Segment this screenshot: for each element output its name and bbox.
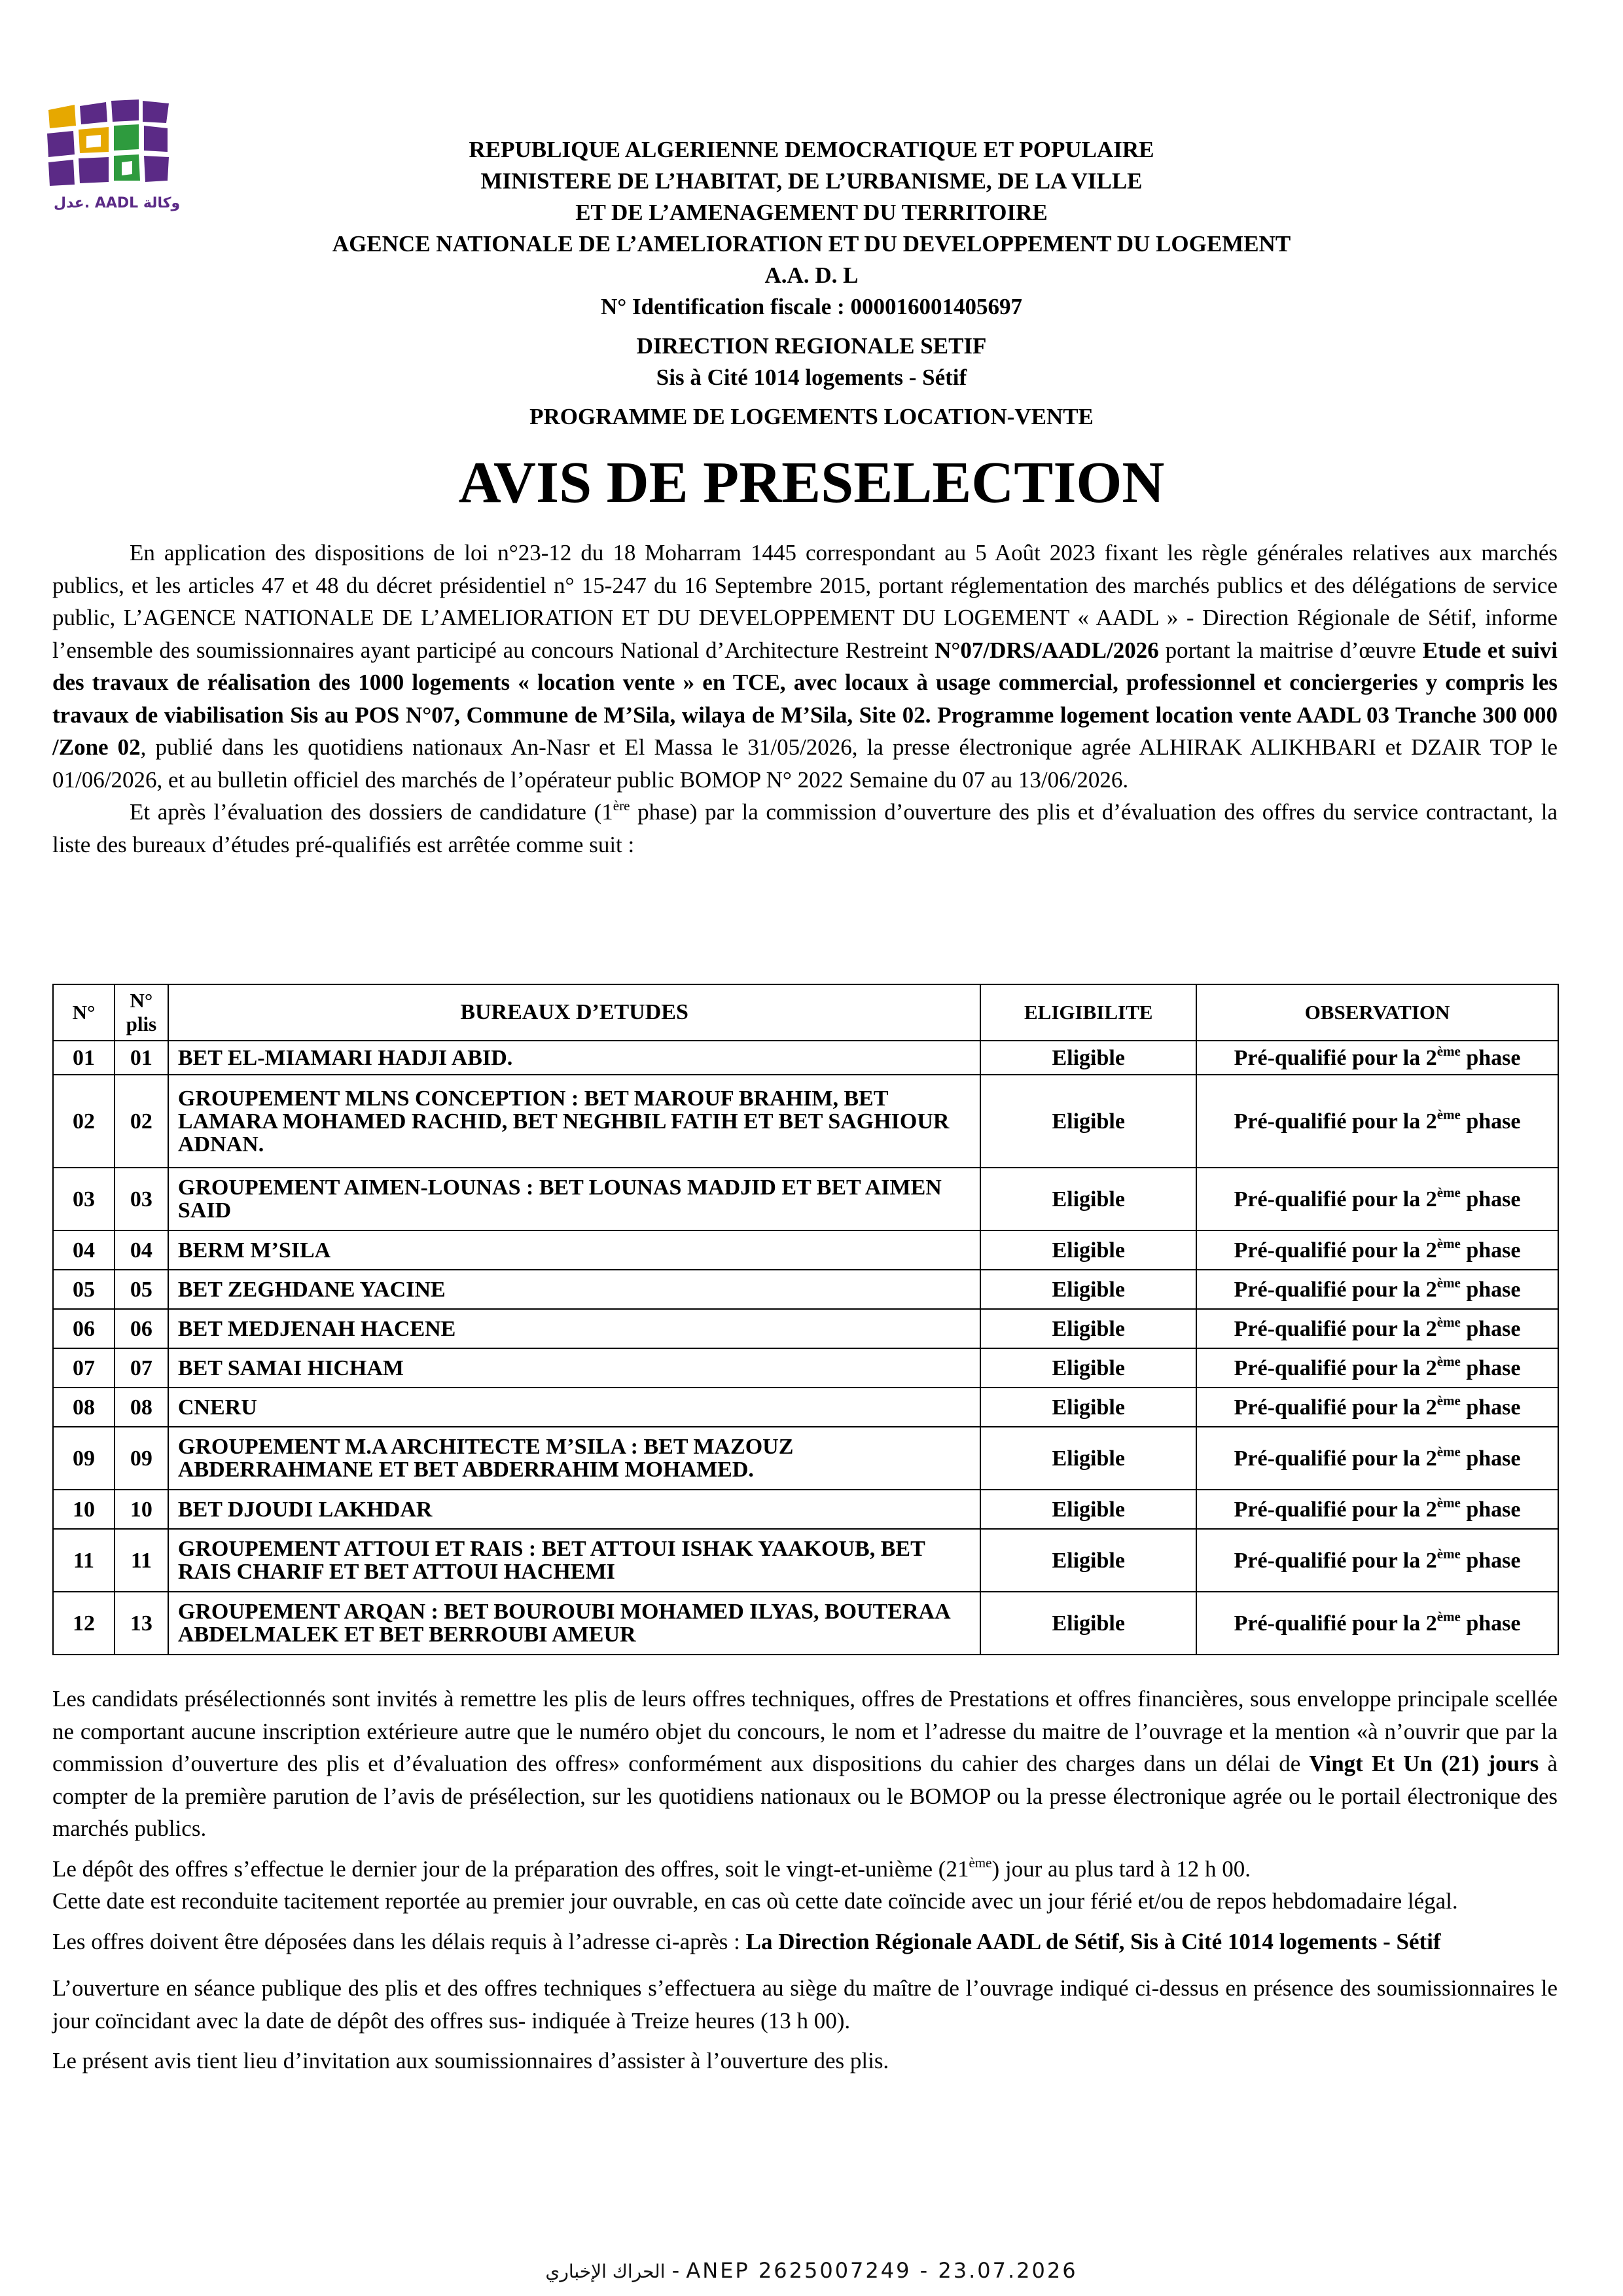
row-number: 08 bbox=[53, 1388, 115, 1427]
deposit-address: La Direction Régionale AADL de Sétif, Sis à Cité 1014 logements - Sétif bbox=[745, 1928, 1441, 1954]
header-address: Sis à Cité 1014 logements - Sétif bbox=[656, 365, 967, 390]
header-num: N° bbox=[53, 984, 115, 1041]
row-bureau: GROUPEMENT ATTOUI ET RAIS : BET ATTOUI ISHAK YAAKOUB, BET RAIS CHARIF ET BET ATTOUI HACHEMI bbox=[168, 1529, 980, 1592]
row-bureau: GROUPEMENT ARQAN : BET BOUROUBI MOHAMED ILYAS, BOUTERAA ABDELMALEK ET BET BERROUBI AMEUR bbox=[168, 1592, 980, 1655]
row-observation bbox=[1196, 1388, 1558, 1427]
row-number: 04 bbox=[53, 1230, 115, 1270]
page-title: AVIS DE PRESELECTION bbox=[458, 450, 1165, 515]
invitation-paragraph: Le présent avis tient lieu d’invitation aux soumissionnaires d’assister à l’ouverture des plis. bbox=[52, 2048, 889, 2073]
observation-prefix: Pré-qualifié pour la 2 bbox=[1234, 1277, 1437, 1302]
row-number: 09 bbox=[53, 1427, 115, 1490]
row-observation bbox=[1196, 1427, 1558, 1490]
observation-suffix: phase bbox=[1460, 1109, 1521, 1134]
row-number: 06 bbox=[53, 1309, 115, 1348]
row-bureau: BET SAMAI HICHAM bbox=[168, 1348, 980, 1388]
row-eligibility: Eligible bbox=[980, 1490, 1196, 1529]
anep-arabic: الحراك الإخباري bbox=[545, 2261, 666, 2282]
observation-prefix: Pré-qualifié pour la 2 bbox=[1234, 1045, 1437, 1070]
table-header-row bbox=[53, 984, 1558, 1041]
anep-ref: - ANEP 2625007249 - 23.07.2026 bbox=[665, 2258, 1078, 2283]
address-text: Les offres doivent être déposées dans les délais requis à l’adresse ci-après : bbox=[52, 1928, 746, 1954]
row-eligibility: Eligible bbox=[980, 1592, 1196, 1655]
row-plis: 02 bbox=[115, 1075, 168, 1168]
observation-sup: ème bbox=[1436, 1443, 1461, 1460]
row-eligibility: Eligible bbox=[980, 1270, 1196, 1309]
intro-text-2: portant la maitrise d’œuvre bbox=[1158, 637, 1423, 663]
row-eligibility: Eligible bbox=[980, 1529, 1196, 1592]
anep-reference bbox=[0, 2258, 1623, 2283]
table-row bbox=[53, 1427, 1558, 1490]
header-observation: OBSERVATION bbox=[1196, 984, 1558, 1041]
observation-prefix: Pré-qualifié pour la 2 bbox=[1234, 1238, 1437, 1263]
row-plis: 01 bbox=[115, 1041, 168, 1075]
table-row bbox=[53, 1230, 1558, 1270]
table-row bbox=[53, 1592, 1558, 1655]
row-eligibility: Eligible bbox=[980, 1388, 1196, 1427]
opening-paragraph: L’ouverture en séance publique des plis et des offres techniques s’effectuera au siège du maître de l’ouvrage indiqué ci-dessus en présence des soumissionnaires le jour coïncidant avec la date de dépôt des offres sus- indiquée à Treize heures (13 h 00). bbox=[52, 1975, 1558, 2034]
observation-sup: ème bbox=[1436, 1274, 1461, 1291]
row-number: 05 bbox=[53, 1270, 115, 1309]
row-bureau: BET DJOUDI LAKHDAR bbox=[168, 1490, 980, 1529]
observation-suffix: phase bbox=[1460, 1355, 1521, 1380]
observation-prefix: Pré-qualifié pour la 2 bbox=[1234, 1548, 1437, 1573]
extension-paragraph: Cette date est reconduite tacitement reportée au premier jour ouvrable, en cas où cette date coïncide avec un jour férié et/ou de repos hebdomadaire légal. bbox=[52, 1888, 1458, 1914]
deadline-days: Vingt Et Un (21) jours bbox=[1309, 1751, 1539, 1776]
intro-section bbox=[52, 537, 1558, 861]
intro-paragraph bbox=[52, 537, 1558, 796]
observation-prefix: Pré-qualifié pour la 2 bbox=[1234, 1611, 1437, 1636]
row-observation bbox=[1196, 1309, 1558, 1348]
observation-prefix: Pré-qualifié pour la 2 bbox=[1234, 1446, 1437, 1471]
observation-suffix: phase bbox=[1460, 1187, 1521, 1211]
instructions-paragraph bbox=[52, 1683, 1558, 1845]
row-number: 02 bbox=[53, 1075, 115, 1168]
observation-sup: ème bbox=[1436, 1545, 1461, 1562]
table-row bbox=[53, 1388, 1558, 1427]
row-plis: 10 bbox=[115, 1490, 168, 1529]
row-bureau: CNERU bbox=[168, 1388, 980, 1427]
row-observation bbox=[1196, 1270, 1558, 1309]
observation-sup: ème bbox=[1436, 1314, 1461, 1330]
row-eligibility: Eligible bbox=[980, 1041, 1196, 1075]
observation-prefix: Pré-qualifié pour la 2 bbox=[1234, 1187, 1437, 1211]
aadl-logo-text: عدل. AADL وكالة bbox=[54, 195, 181, 211]
table-row bbox=[53, 1168, 1558, 1230]
row-plis: 11 bbox=[115, 1529, 168, 1592]
table-body bbox=[53, 1041, 1558, 1655]
intro-text-3: , publié dans les quotidiens nationaux An-Nasr et El Massa le 31/05/2026, la presse électronique agrée ALHIRAK ALIKHBARI et DZAIR TOP le 01/06/2026, et au bulletin officiel des marchés de l’opérateur public BOMOP N° 2022 Semaine du 07 au 13/06/2026. bbox=[52, 734, 1558, 793]
evaluation-sup: ère bbox=[613, 798, 630, 814]
row-plis: 08 bbox=[115, 1388, 168, 1427]
row-number: 01 bbox=[53, 1041, 115, 1075]
row-plis: 04 bbox=[115, 1230, 168, 1270]
row-observation bbox=[1196, 1490, 1558, 1529]
observation-sup: ème bbox=[1436, 1184, 1461, 1200]
prequalified-table bbox=[52, 984, 1559, 1655]
row-bureau: GROUPEMENT MLNS CONCEPTION : BET MAROUF BRAHIM, BET LAMARA MOHAMED RACHID, BET NEGHBIL FATIH ET BET SAGHIOUR ADNAN. bbox=[168, 1075, 980, 1168]
table-row bbox=[53, 1529, 1558, 1592]
row-number: 10 bbox=[53, 1490, 115, 1529]
observation-sup: ème bbox=[1436, 1106, 1461, 1122]
table-row bbox=[53, 1348, 1558, 1388]
observation-prefix: Pré-qualifié pour la 2 bbox=[1234, 1355, 1437, 1380]
row-plis: 05 bbox=[115, 1270, 168, 1309]
table-row bbox=[53, 1309, 1558, 1348]
observation-sup: ème bbox=[1436, 1353, 1461, 1369]
evaluation-text-2: phase) par la commission d’ouverture des plis et d’évaluation des offres du service contractant, la liste des bureaux d’études pré-qualifiés est arrêtée comme suit : bbox=[52, 799, 1558, 857]
table-row bbox=[53, 1490, 1558, 1529]
observation-suffix: phase bbox=[1460, 1277, 1521, 1302]
header-direction: DIRECTION REGIONALE SETIF bbox=[636, 333, 987, 359]
table-row bbox=[53, 1041, 1558, 1075]
row-number: 07 bbox=[53, 1348, 115, 1388]
row-bureau: BET MEDJENAH HACENE bbox=[168, 1309, 980, 1348]
row-bureau: GROUPEMENT M.A ARCHITECTE M’SILA : BET MAZOUZ ABDERRAHMANE ET BET ABDERRAHIM MOHAMED. bbox=[168, 1427, 980, 1490]
row-eligibility: Eligible bbox=[980, 1348, 1196, 1388]
row-eligibility: Eligible bbox=[980, 1075, 1196, 1168]
row-plis: 09 bbox=[115, 1427, 168, 1490]
observation-sup: ème bbox=[1436, 1608, 1461, 1624]
intro-text-1: En application des dispositions de loi n°23-12 du 18 Moharram 1445 correspondant au 5 Août 2023 fixant les règle générales relatives aux marchés publics, et les articles 47 et 48 du décret présidentiel n° 15-247 du 16 Septembre 2015, portant réglementation des marchés publics et des délégations de service public, L’AGENCE NATIONALE DE L’AMELIORATION ET DU DEVELOPPEMENT DU LOGEMENT « AADL » - Direction Régionale de Sétif, informe l’ensemble des soumissionnaires ayant participé au concours National d’Architecture Restreint bbox=[52, 540, 1558, 663]
observation-sup: ème bbox=[1436, 1392, 1461, 1408]
row-observation bbox=[1196, 1041, 1558, 1075]
deposit-text-1: Le dépôt des offres s’effectue le dernier jour de la préparation des offres, soit le vingt-et-unième (21 bbox=[52, 1856, 969, 1882]
header-plis: N° plis bbox=[115, 984, 168, 1041]
instructions-text-1: Les candidats présélectionnés sont invités à remettre les plis de leurs offres techniques, offres de Prestations et offres financières, sous enveloppe principale scellée ne comportant aucune inscription extérieure autre que le numéro objet du concours, le nom et l’adresse du maitre de l’ouvrage et la mention «à n’ouvrir que par la commission d’ouverture des plis et d’évaluation des offres» conformément aux dispositions du cahier des charges dans un délai de bbox=[52, 1686, 1558, 1776]
header-eligibilite: ELIGIBILITE bbox=[980, 984, 1196, 1041]
contest-reference: N°07/DRS/AADL/2026 bbox=[935, 637, 1159, 663]
row-plis: 07 bbox=[115, 1348, 168, 1388]
observation-prefix: Pré-qualifié pour la 2 bbox=[1234, 1497, 1437, 1522]
observation-suffix: phase bbox=[1460, 1238, 1521, 1263]
row-plis: 13 bbox=[115, 1592, 168, 1655]
row-observation bbox=[1196, 1075, 1558, 1168]
evaluation-text-1: Et après l’évaluation des dossiers de candidature (1 bbox=[130, 799, 613, 825]
row-eligibility: Eligible bbox=[980, 1427, 1196, 1490]
observation-sup: ème bbox=[1436, 1494, 1461, 1511]
row-bureau: BERM M’SILA bbox=[168, 1230, 980, 1270]
row-observation bbox=[1196, 1168, 1558, 1230]
observation-prefix: Pré-qualifié pour la 2 bbox=[1234, 1109, 1437, 1134]
observation-suffix: phase bbox=[1460, 1497, 1521, 1522]
row-number: 11 bbox=[53, 1529, 115, 1592]
row-observation bbox=[1196, 1592, 1558, 1655]
row-plis: 06 bbox=[115, 1309, 168, 1348]
row-bureau: BET ZEGHDANE YACINE bbox=[168, 1270, 980, 1309]
row-observation bbox=[1196, 1230, 1558, 1270]
observation-suffix: phase bbox=[1460, 1446, 1521, 1471]
observation-suffix: phase bbox=[1460, 1316, 1521, 1341]
table-row bbox=[53, 1270, 1558, 1309]
header-acronym: A.A. D. L bbox=[764, 262, 859, 288]
header-ministry-2: ET DE L’AMENAGEMENT DU TERRITOIRE bbox=[575, 200, 1048, 225]
row-eligibility: Eligible bbox=[980, 1168, 1196, 1230]
row-number: 12 bbox=[53, 1592, 115, 1655]
header-programme: PROGRAMME DE LOGEMENTS LOCATION-VENTE bbox=[529, 404, 1094, 429]
row-eligibility: Eligible bbox=[980, 1309, 1196, 1348]
observation-suffix: phase bbox=[1460, 1548, 1521, 1573]
evaluation-paragraph bbox=[52, 796, 1558, 861]
deposit-sup: ème bbox=[969, 1854, 992, 1871]
instructions-section bbox=[52, 1683, 1558, 2077]
row-bureau: GROUPEMENT AIMEN-LOUNAS : BET LOUNAS MADJID ET BET AIMEN SAID bbox=[168, 1168, 980, 1230]
project-description: Etude et suivi des travaux de réalisation des 1000 logements « location vente » en TCE, avec locaux à usage commercial, professionnel et conciergeries y compris les travaux de viabilisation Sis au POS N°07, Commune de M’Sila, wilaya de M’Sila, Site 02. Programme logement location vente AADL 03 Tranche 300 000 /Zone 02 bbox=[52, 637, 1558, 760]
deposit-text-2: ) jour au plus tard à 12 h 00. bbox=[991, 1856, 1251, 1882]
table-row bbox=[53, 1075, 1558, 1168]
deposit-paragraph bbox=[52, 1853, 1558, 1886]
header-republic: REPUBLIQUE ALGERIENNE DEMOCRATIQUE ET POPULAIRE bbox=[469, 137, 1154, 162]
observation-suffix: phase bbox=[1460, 1611, 1521, 1636]
header-ministry: MINISTERE DE L’HABITAT, DE L’URBANISME, DE LA VILLE bbox=[480, 168, 1143, 194]
header-tax-id: N° Identification fiscale : 000016001405697 bbox=[601, 294, 1022, 319]
observation-suffix: phase bbox=[1460, 1045, 1521, 1070]
row-bureau: BET EL-MIAMARI HADJI ABID. bbox=[168, 1041, 980, 1075]
row-eligibility: Eligible bbox=[980, 1230, 1196, 1270]
instructions-text-2: à compter de la première parution de l’avis de présélection, sur les quotidiens nationaux ou le BOMOP ou la presse électronique agrée ou le portail électronique des marchés publics. bbox=[52, 1751, 1558, 1841]
address-paragraph bbox=[52, 1926, 1558, 1958]
observation-sup: ème bbox=[1436, 1235, 1461, 1251]
row-observation bbox=[1196, 1529, 1558, 1592]
observation-sup: ème bbox=[1436, 1043, 1461, 1059]
header-bureaux: BUREAUX D’ETUDES bbox=[168, 984, 980, 1041]
observation-suffix: phase bbox=[1460, 1395, 1521, 1420]
row-number: 03 bbox=[53, 1168, 115, 1230]
row-plis: 03 bbox=[115, 1168, 168, 1230]
observation-prefix: Pré-qualifié pour la 2 bbox=[1234, 1395, 1437, 1420]
document-header bbox=[79, 134, 1544, 519]
observation-prefix: Pré-qualifié pour la 2 bbox=[1234, 1316, 1437, 1341]
row-observation bbox=[1196, 1348, 1558, 1388]
header-agency: AGENCE NATIONALE DE L’AMELIORATION ET DU DEVELOPPEMENT DU LOGEMENT bbox=[332, 231, 1291, 257]
